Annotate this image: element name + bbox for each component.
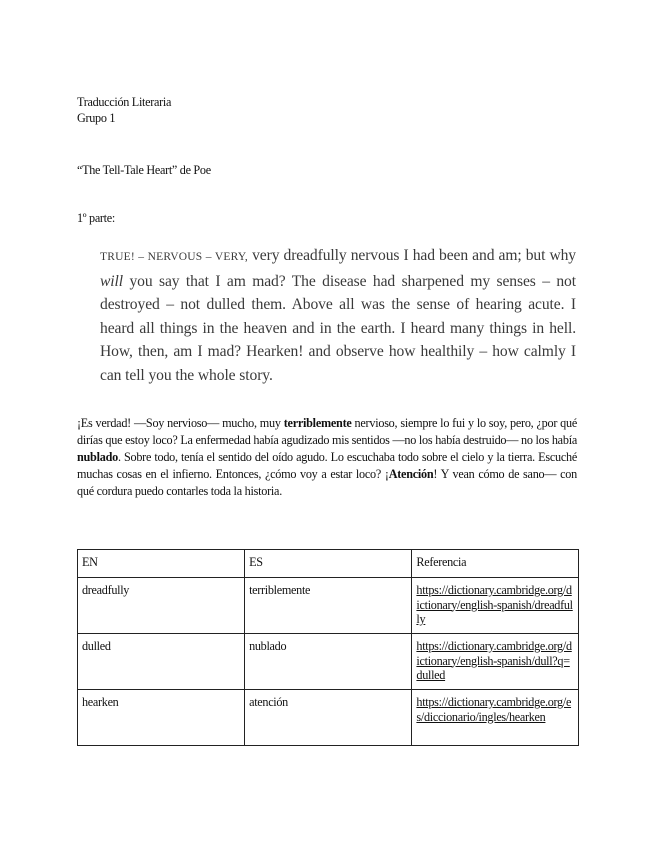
header-es: ES — [245, 550, 412, 578]
reference-table — [77, 549, 579, 746]
cell-es: terriblemente — [245, 578, 412, 634]
table-row — [78, 578, 579, 634]
cell-en: hearken — [78, 690, 245, 746]
translation-paragraph — [77, 415, 577, 500]
cell-en: dulled — [78, 634, 245, 690]
translation-part-4: ! Y vean cómo de sano— con qué cordura puedo contarles toda la historia. — [77, 467, 577, 498]
cell-en: dreadfully — [78, 578, 245, 634]
table-row — [78, 634, 579, 690]
cell-es: atención — [245, 690, 412, 746]
table-header-row — [78, 550, 579, 578]
excerpt-caps-lead: TRUE! – NERVOUS – VERY, — [100, 251, 248, 263]
header-reference: Referencia — [412, 550, 579, 578]
reference-link[interactable]: https://dictionary.cambridge.org/es/diccionario/ingles/hearken — [416, 695, 572, 724]
part-heading: 1º parte: — [77, 211, 115, 225]
table-row — [78, 690, 579, 746]
header-en: EN — [78, 550, 245, 578]
excerpt-text-1: very dreadfully nervous I had been and am; but why — [247, 247, 576, 264]
excerpt-paragraph — [100, 244, 576, 387]
reference-link[interactable]: https://dictionary.cambridge.org/dictionary/english-spanish/dull?q=dulled — [416, 639, 572, 682]
reference-link[interactable]: https://dictionary.cambridge.org/dictionary/english-spanish/dreadfully — [416, 583, 573, 626]
translation-bold-2: nublado — [77, 450, 118, 464]
excerpt-emphasis: will — [100, 272, 123, 290]
translation-part-1: ¡Es verdad! —Soy nervioso— mucho, muy — [77, 416, 284, 430]
translation-bold-3: Atención — [388, 467, 434, 481]
excerpt-text-2: you say that I am mad? The disease had sharpened my senses – not destroyed – not dulled them. Above all was the sense of hearing acute. I heard all things in the heaven and in the earth. I heard many things in hell. How, then, am I mad? Hearken! and observe how healthily – how calmly I can tell you the whole story. — [100, 272, 576, 384]
document-title: “The Tell-Tale Heart” de Poe — [77, 163, 211, 177]
source-excerpt-image — [100, 244, 576, 387]
translation-part-2: nervioso, siempre lo fui y lo soy, pero, ¿por qué dirías que estoy loco? La enfermedad había agudizado mis sentidos —no los había destruido— no los había — [77, 416, 577, 447]
course-name: Traducción Literaria — [77, 95, 172, 109]
cell-es: nublado — [245, 634, 412, 690]
cell-reference — [412, 634, 579, 690]
translation-part-3: . Sobre todo, tenía el sentido del oído agudo. Lo escuchaba todo sobre el cielo y la tierra. Escuché muchas cosas en el infierno. Entonces, ¿cómo voy a estar loco? ¡ — [77, 450, 577, 481]
translation-bold-1: terriblemente — [283, 416, 352, 430]
cell-reference — [412, 578, 579, 634]
cell-reference — [412, 690, 579, 746]
group-name: Grupo 1 — [77, 111, 116, 125]
